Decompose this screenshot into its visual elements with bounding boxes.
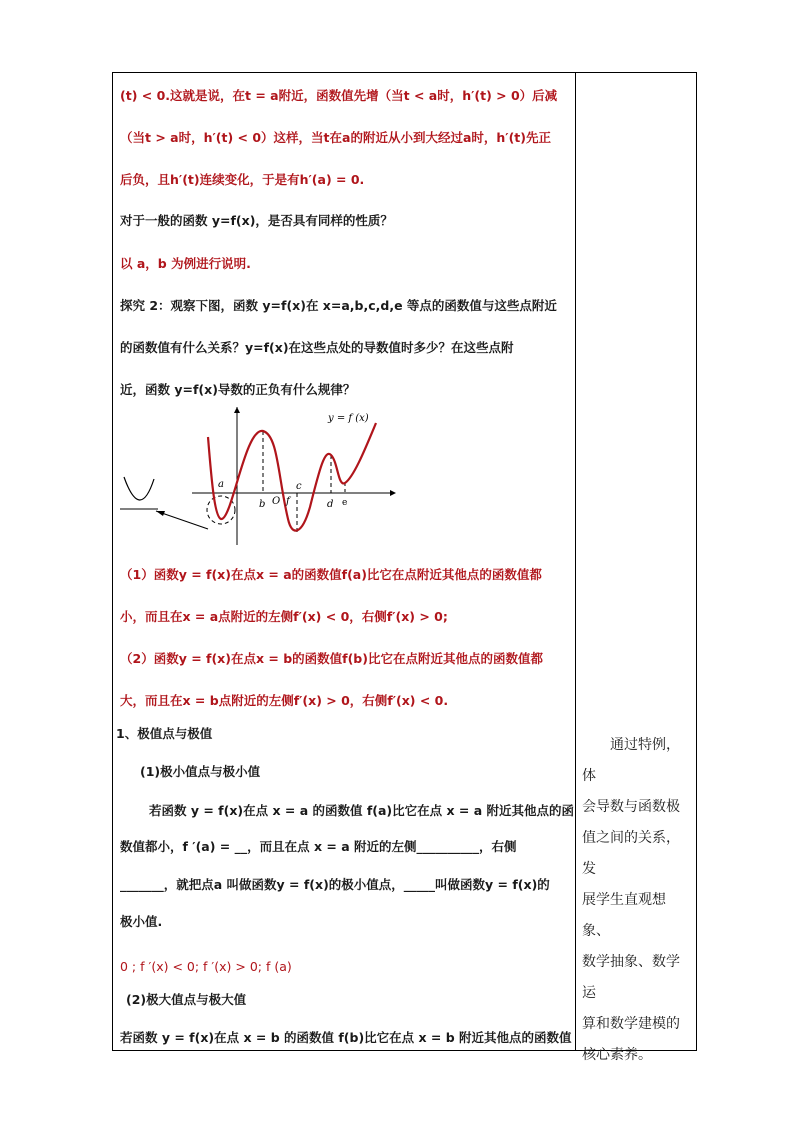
label-a: a [218,479,224,490]
y-axis-arrow [234,407,240,413]
text-line: 极小值. [120,914,163,929]
subsection-heading: (1)极小值点与极小值 [140,764,261,779]
text-line: 若函数 y = f(x)在点 x = a 的函数值 f(a)比它在点 x = a 附近其他点的函 [149,803,575,818]
inset-parabola [124,477,154,500]
text-line: 近，函数 y=f(x)导数的正负有什么规律？ [120,382,356,397]
text-line: （2）函数y = f(x)在点x = b的函数值f(b)比它在点附近其他点的函数值都 [120,651,543,666]
section-heading: 1、极值点与极值 [116,726,213,741]
side-note-line: 会导数与函数极 [582,799,680,815]
label-O: O [272,496,281,507]
label-e: e [342,498,348,508]
side-note-line: 算和数学建模的 [582,1016,680,1032]
text-line: （1）函数y = f(x)在点x = a的函数值f(a)比它在点附近其他点的函数值都 [120,567,542,582]
side-note-line: 数学抽象、数学运 [582,954,680,1001]
text-line: (t) < 0.这就是说，在t = a附近，函数值先增（当t < a时，h′(t) > 0）后减 [120,88,558,103]
side-note-line: 通过特例，体 [582,737,680,784]
label-b: b [259,499,266,510]
text-line: 数值都小，f ′(a) = __，而且在点 x = a 附近的左侧__________，右侧 [120,839,517,854]
x-axis-arrow [390,490,396,496]
text-line: 以 a，b 为例进行说明. [120,256,251,271]
arrow-head [156,511,165,516]
text-line: 若函数 y = f(x)在点 x = b 的函数值 f(b)比它在点 x = b 附近其他点的函数值 [120,1030,572,1045]
function-graph-figure [120,407,410,547]
label-f: f [286,496,290,507]
text-line: （当t > a时，h′(t) < 0）这样，当t在a的附近从小到大经过a时，h′(t)先正 [120,130,552,145]
text-line: _______，就把点a 叫做函数y = f(x)的极小值点，_____叫做函数y = f(x)的 [120,877,550,892]
label-d: d [327,499,334,510]
side-note [582,730,692,1071]
text-line: 的函数值有什么关系？y=f(x)在这些点处的导数值时多少？在这些点附 [120,340,514,355]
side-note-line: 展学生直观想象、 [582,892,666,939]
answer-line: 0 ; f ′(x) < 0; f ′(x) > 0; f (a) [120,959,292,974]
text-line: 探究 2：观察下图，函数 y=f(x)在 x=a,b,c,d,e 等点的函数值与这些点附近 [120,298,557,313]
text-line: 对于一般的函数 y=f(x)，是否具有同样的性质？ [120,213,393,228]
side-note-line: 值之间的关系，发 [582,830,680,877]
text-line: 小，而且在x = a点附近的左侧f′(x) < 0，右侧f′(x) > 0; [120,609,448,624]
subsection-heading: (2)极大值点与极大值 [126,992,247,1007]
label-curve: y = f (x) [328,413,369,424]
text-line: 大，而且在x = b点附近的左侧f′(x) > 0，右侧f′(x) < 0. [120,693,449,708]
side-note-line: 核心素养。 [582,1047,652,1063]
column-divider [575,72,576,1051]
label-c: c [296,481,302,492]
function-curve [208,423,376,531]
text-line: 后负，且h′(t)连续变化，于是有h′(a) = 0. [120,172,365,187]
